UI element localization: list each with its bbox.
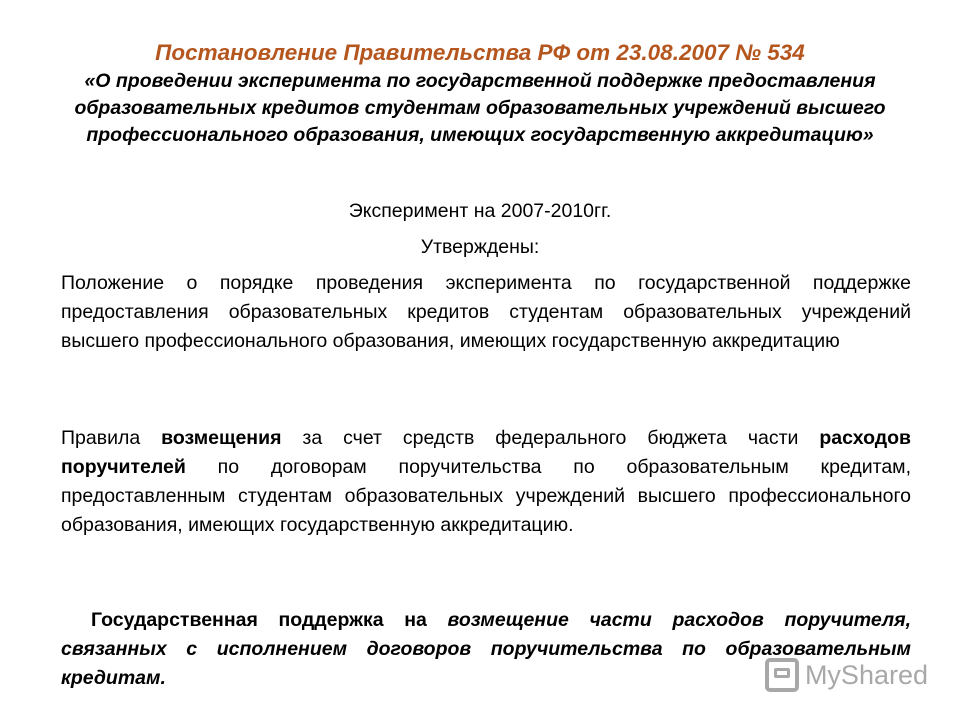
- paragraph-regulation: [61, 269, 911, 356]
- document-subtitle: «О проведении эксперимента по государственной поддержке предоставления образовательных кредитов студентам образовательных учреждений высшего профессионального образования, имеющих государственную аккредитацию»: [74, 70, 886, 146]
- document-title: Постановление Правительства РФ от 23.08.2007 № 534: [155, 40, 805, 65]
- paragraph-regulation-text: Положение о порядке проведения эксперимента по государственной поддержке предоставления образовательных кредитов студентам образовательных учреждений высшего профессионального образования, имеющих государственную аккредитацию: [61, 272, 911, 352]
- experiment-period: Эксперимент на 2007-2010гг.: [348, 200, 612, 222]
- rules-bold-guarantor-expenses: расходов поручителей: [61, 427, 911, 478]
- state-support-bold: Государственная поддержка на: [91, 609, 448, 631]
- rules-bold-reimbursement: возмещения: [161, 427, 282, 449]
- paragraph-rules: [61, 424, 911, 540]
- state-support-bold-italic: возмещение части расходов поручителя, связанных с исполнением договоров поручительства по образовательным кредитам.: [61, 609, 911, 689]
- rules-text-2: за счет средств федерального бюджета части: [281, 427, 820, 449]
- title-block: [60, 38, 900, 149]
- approved-heading: Утверждены:: [420, 236, 540, 258]
- rules-text-3: по договорам поручительства по образовательным кредитам, предоставленным студентам образовательных учреждений высшего профессионального образования, имеющих государственную аккредитацию.: [61, 456, 911, 536]
- watermark-text: MyShared: [804, 659, 928, 690]
- mypresentation-logo-icon: [765, 658, 799, 692]
- watermark: [765, 658, 928, 692]
- rules-text-1: Правила: [61, 427, 162, 449]
